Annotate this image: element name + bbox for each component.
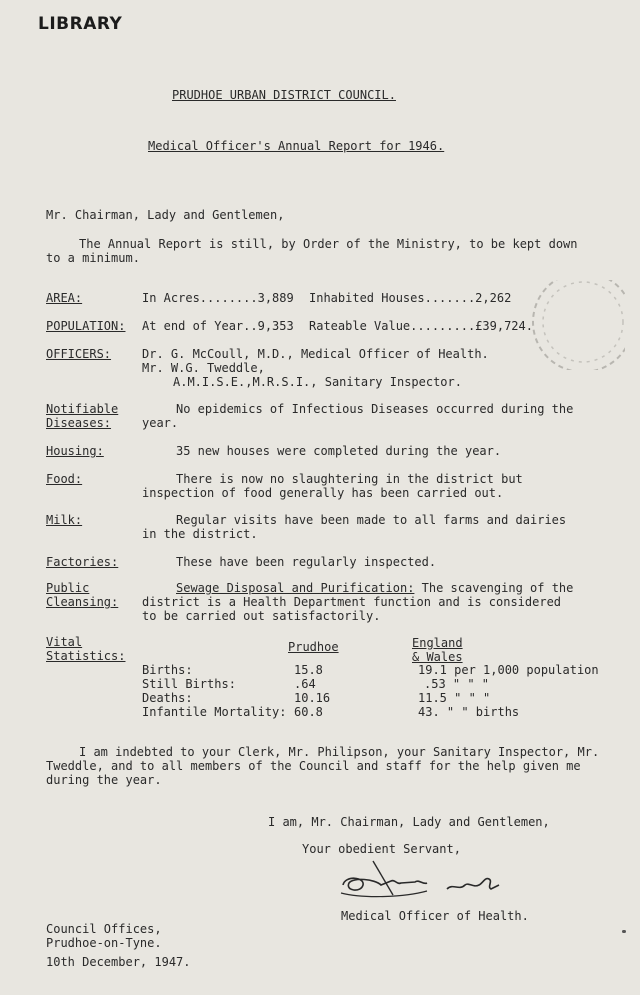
cleansing-line-1-rest: The scavenging of the	[414, 581, 574, 595]
closing-line-1: I am indebted to your Clerk, Mr. Philipson, your Sanitary Inspector, Mr.	[79, 745, 600, 759]
vital-row-stillbirths-england: .53 " " "	[424, 677, 490, 691]
signature	[335, 855, 505, 910]
factories-label: Factories:	[46, 555, 119, 569]
intro-line-1: The Annual Report is still, by Order of the Ministry, to be kept down	[79, 237, 578, 251]
vital-row-infantile-prudhoe: 60.8	[294, 705, 323, 719]
officers-line-3: A.M.I.S.E.,M.R.S.I., Sanitary Inspector.	[173, 375, 462, 389]
milk-line-2: in the district.	[142, 527, 258, 541]
notifiable-label-2: Diseases:	[46, 416, 112, 430]
housing-label: Housing:	[46, 444, 104, 458]
council-heading: PRUDHOE URBAN DISTRICT COUNCIL.	[172, 88, 396, 102]
salutation: Mr. Chairman, Lady and Gentlemen,	[46, 208, 285, 222]
vital-row-infantile-england: 43. " " births	[418, 705, 520, 719]
vital-row-deaths-england: 11.5 " " "	[418, 691, 491, 705]
signoff-line-1: I am, Mr. Chairman, Lady and Gentlemen,	[268, 815, 550, 829]
area-acres: In Acres........3,889	[142, 291, 294, 305]
vital-row-infantile-name: Infantile Mortality:	[142, 705, 287, 719]
col-england-1: England	[412, 636, 463, 650]
vital-label-2: Statistics:	[46, 649, 126, 663]
vital-row-deaths-prudhoe: 10.16	[294, 691, 331, 705]
food-line-2: inspection of food generally has been carried out.	[142, 486, 504, 500]
col-england-2: & Wales	[412, 650, 463, 664]
signoff-title: Medical Officer of Health.	[341, 909, 529, 923]
cleansing-line-3: to be carried out satisfactorily.	[142, 609, 381, 623]
notifiable-line-1: No epidemics of Infectious Diseases occurred during the	[176, 402, 574, 416]
factories-text: These have been regularly inspected.	[176, 555, 437, 569]
address-line-1: Council Offices,	[46, 922, 162, 936]
vital-row-deaths-name: Deaths:	[142, 691, 193, 705]
population-label: POPULATION:	[46, 319, 126, 333]
cleansing-label-1: Public	[46, 581, 90, 595]
address-line-2: Prudhoe-on-Tyne.	[46, 936, 162, 950]
vital-row-births-name: Births:	[142, 663, 193, 677]
area-label: AREA:	[46, 291, 83, 305]
milk-line-1: Regular visits have been made to all farms and dairies	[176, 513, 567, 527]
col-prudhoe: Prudhoe	[288, 640, 339, 654]
signoff-line-2: Your obedient Servant,	[302, 842, 461, 856]
cleansing-label-2: Cleansing:	[46, 595, 119, 609]
faded-library-seal	[495, 280, 625, 370]
officers-line-1: Dr. G. McCoull, M.D., Medical Officer of Health.	[142, 347, 489, 361]
intro-line-2: to a minimum.	[46, 251, 140, 265]
ink-mark	[622, 930, 626, 933]
cleansing-line-1	[176, 581, 573, 595]
cleansing-heading: Sewage Disposal and Purification:	[176, 581, 415, 595]
officers-label: OFFICERS:	[46, 347, 112, 361]
vital-row-stillbirths-name: Still Births:	[142, 677, 236, 691]
inhabited-houses: Inhabited Houses.......2,262	[309, 291, 512, 305]
food-label: Food:	[46, 472, 83, 486]
vital-row-births-prudhoe: 15.8	[294, 663, 323, 677]
housing-text: 35 new houses were completed during the year.	[176, 444, 502, 458]
address-date: 10th December, 1947.	[46, 955, 191, 969]
report-title: Medical Officer's Annual Report for 1946.	[148, 139, 445, 153]
vital-label-1: Vital	[46, 635, 83, 649]
vital-row-births-england: 19.1 per 1,000 population	[418, 663, 599, 677]
officers-line-2: Mr. W.G. Tweddle,	[142, 361, 265, 375]
food-line-1: There is now no slaughtering in the district but	[176, 472, 523, 486]
population-year-end: At end of Year..9,353	[142, 319, 294, 333]
vital-row-stillbirths-prudhoe: .64	[294, 677, 316, 691]
milk-label: Milk:	[46, 513, 83, 527]
cleansing-line-2: district is a Health Department function and is considered	[142, 595, 562, 609]
closing-line-3: during the year.	[46, 773, 162, 787]
library-stamp: LIBRARY	[38, 14, 123, 34]
closing-line-2: Tweddle, and to all members of the Council and staff for the help given me	[46, 759, 581, 773]
rateable-value: Rateable Value.........£39,724.	[309, 319, 533, 333]
notifiable-label-1: Notifiable	[46, 402, 119, 416]
notifiable-line-2: year.	[142, 416, 179, 430]
